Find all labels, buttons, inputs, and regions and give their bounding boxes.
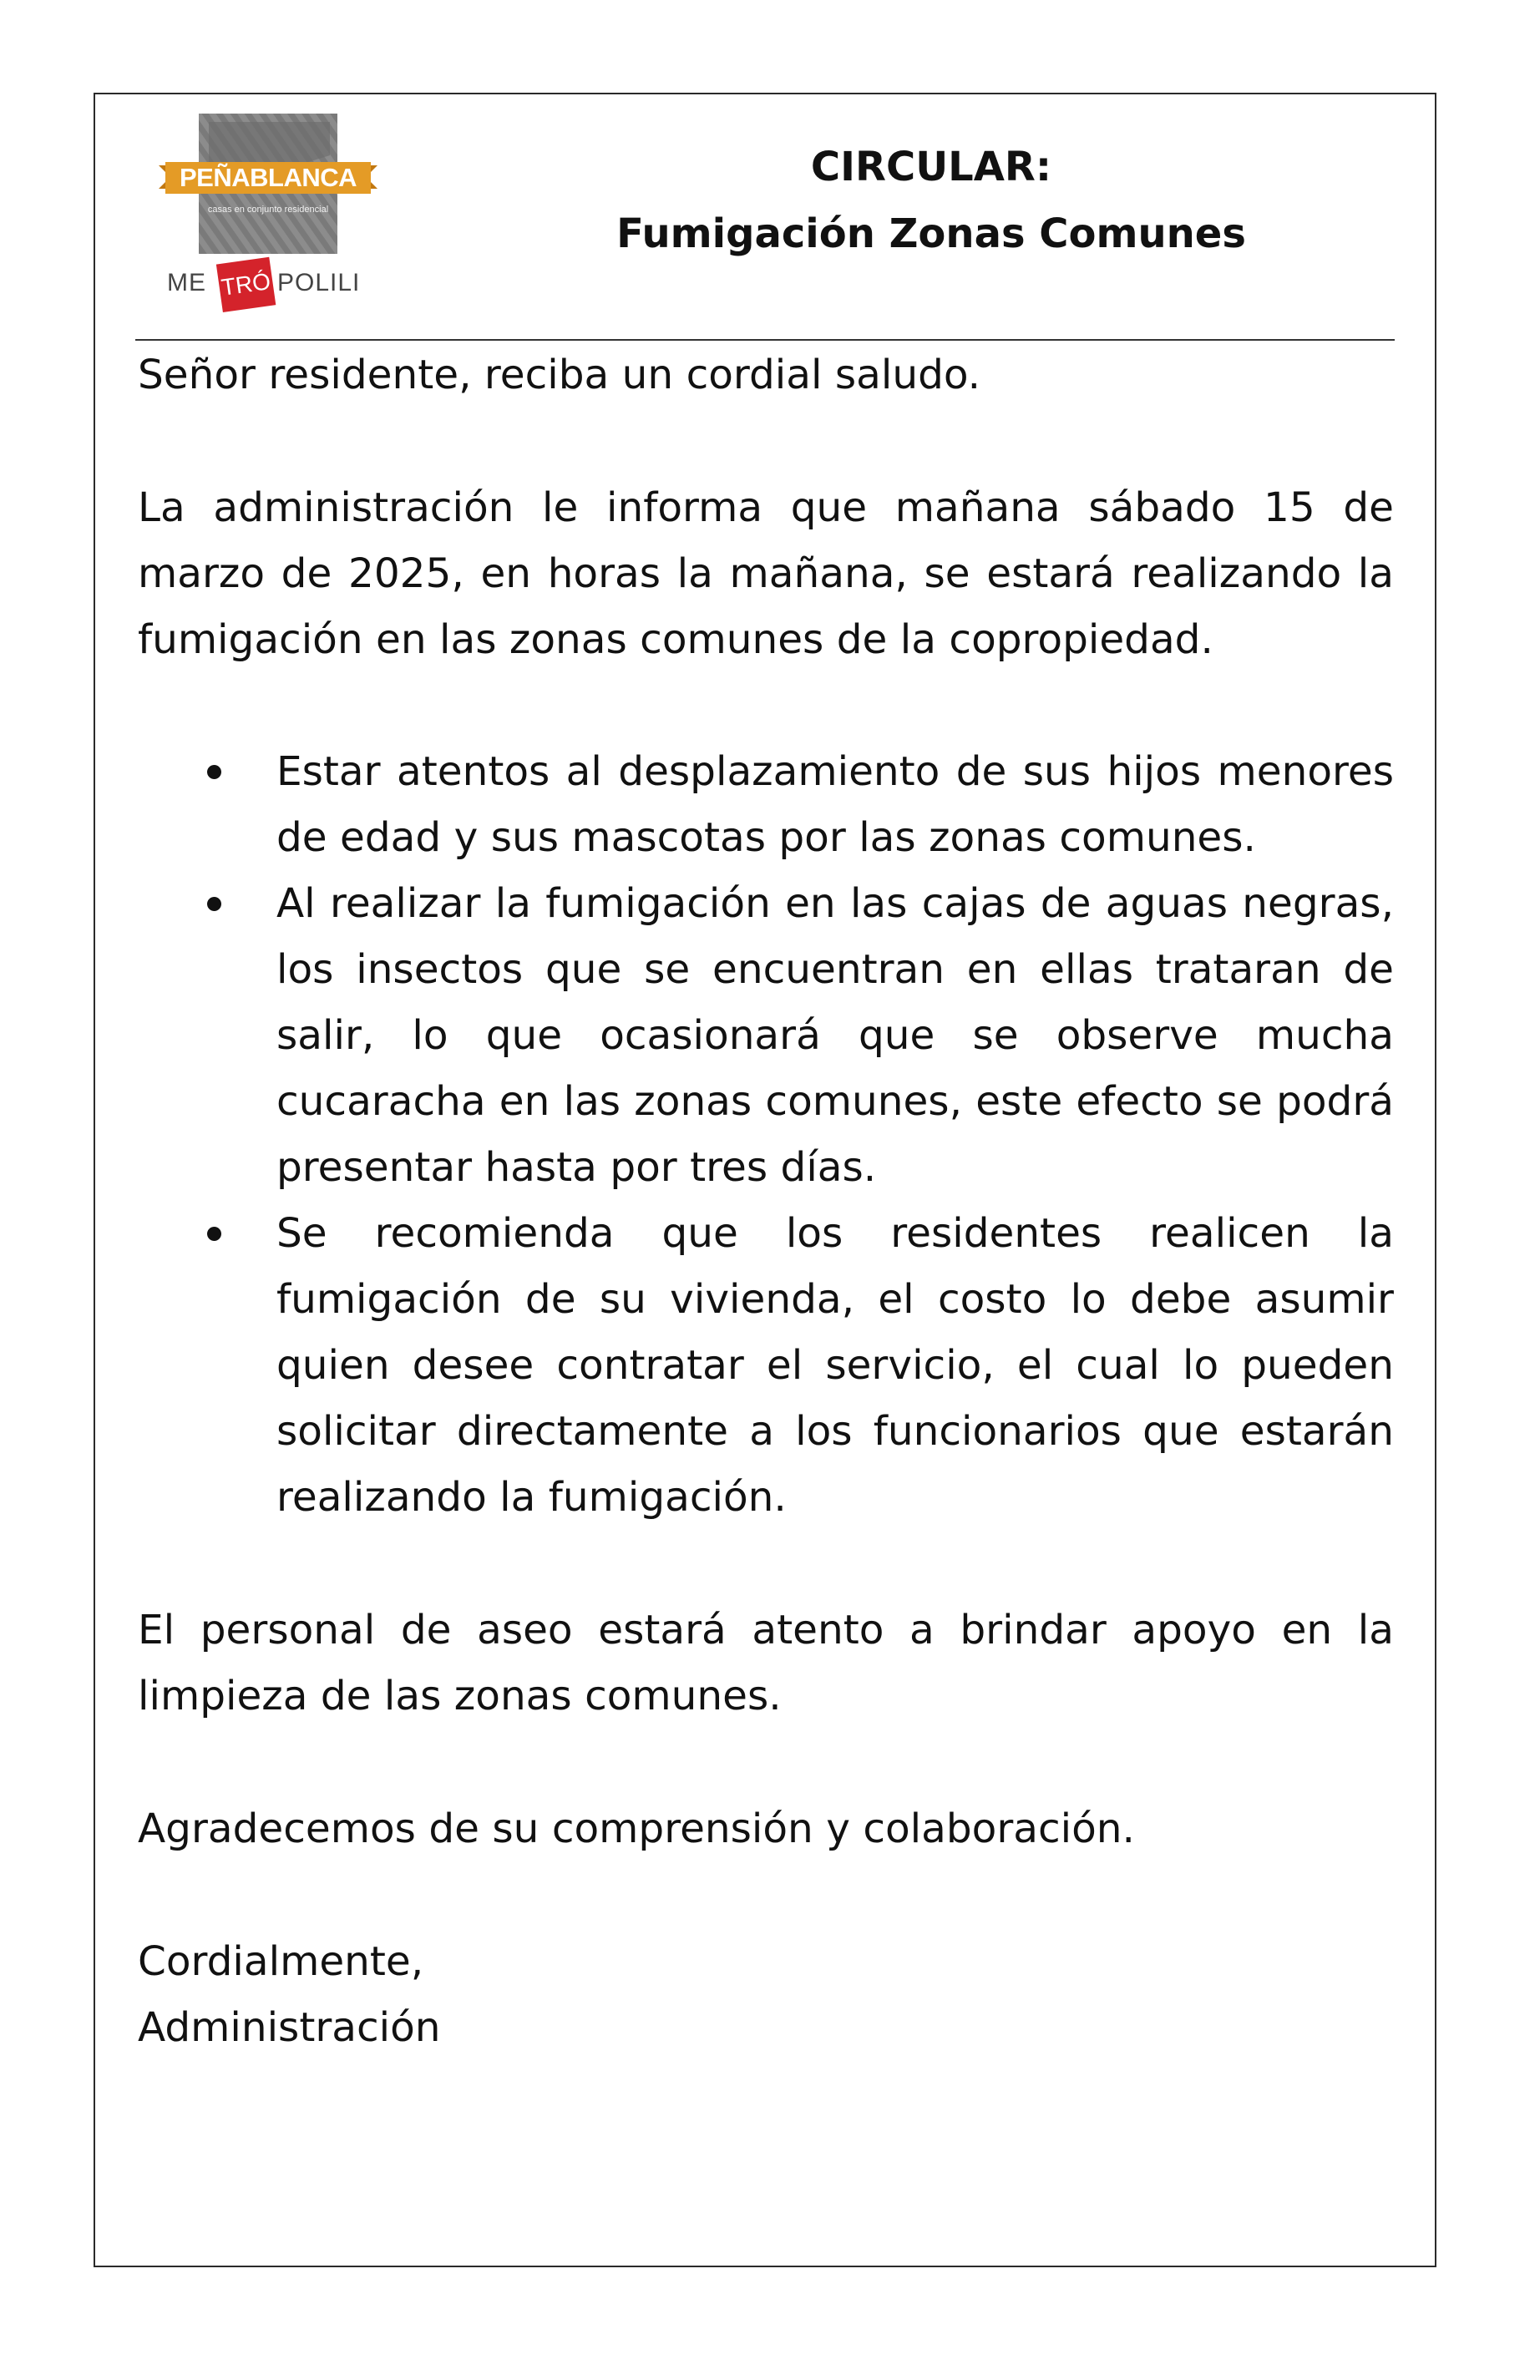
circular-heading [585, 134, 1278, 267]
support-paragraph: El personal de aseo estará atento a brindar apoyo en la limpieza de las zonas comunes. [138, 1607, 1394, 1719]
bullet-icon [207, 897, 221, 911]
circular-subtitle: Fumigación Zonas Comunes [616, 210, 1246, 257]
greeting-paragraph: Señor residente, reciba un cordial saludo. [138, 352, 981, 398]
list-item [138, 871, 1394, 1201]
svg-text:ME: ME [167, 269, 206, 296]
list-item-text: Estar atentos al desplazamiento de sus hijos menores de edad y sus mascotas por las zonas comunes. [276, 748, 1394, 861]
penablanca-metropolili-logo [159, 114, 377, 317]
svg-text:POLILI: POLILI [277, 269, 361, 296]
thanks-paragraph: Agradecemos de su comprensión y colaboración. [138, 1805, 1135, 1852]
svg-text:TRÓ: TRÓ [220, 267, 272, 301]
list-item-text: Se recomienda que los residentes realicen la fumigación de su vivienda, el costo lo debe asumir quien desee contratar el servicio, el cual lo pueden solicitar directamente a los funcionarios que estarán realizando la fumigación. [276, 1210, 1394, 1521]
signature-line: Administración [138, 2004, 441, 2051]
header-divider [135, 339, 1395, 341]
list-item [138, 739, 1394, 871]
svg-text:PEÑABLANCA: PEÑABLANCA [180, 163, 357, 192]
list-item-text: Al realizar la fumigación en las cajas de aguas negras, los insectos que se encuentran en ellas trataran de salir, lo que ocasionará que se observe mucha cucaracha en las zonas comunes, este efecto se podrá presentar hasta por tres días. [276, 880, 1394, 1191]
list-item [138, 1201, 1394, 1531]
bullet-icon [207, 1227, 221, 1241]
intro-paragraph: La administración le informa que mañana sábado 15 de marzo de 2025, en horas la mañana, se estará realizando la fumigación en las zonas comunes de la copropiedad. [138, 484, 1394, 663]
bullet-icon [207, 765, 221, 779]
svg-text:casas en conjunto residencial: casas en conjunto residencial [207, 205, 329, 215]
circular-body [138, 342, 1394, 2061]
circular-title: CIRCULAR: [810, 144, 1052, 190]
closing-line: Cordialmente, [138, 1938, 424, 1985]
recommendations-list [138, 739, 1394, 1531]
